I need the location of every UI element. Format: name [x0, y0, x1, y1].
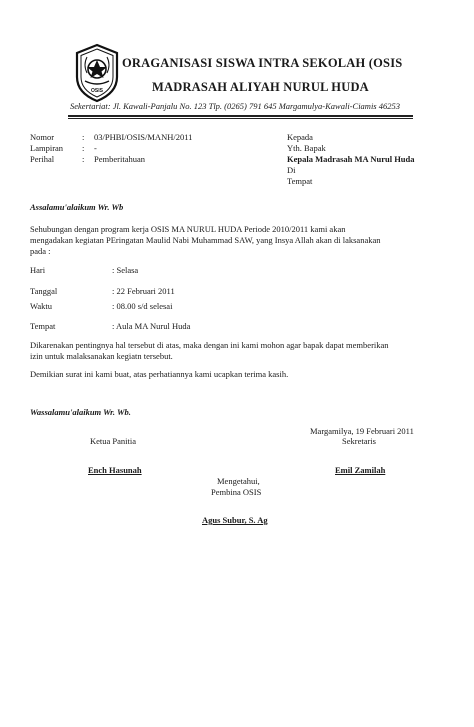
- closing-line: Demikian surat ini kami buat, atas perhatiannya kami ucapkan terima kasih.: [30, 369, 289, 379]
- osis-logo: [73, 43, 121, 103]
- signature-left-name: Ench Hasunah: [88, 465, 142, 475]
- detail-label: Hari: [30, 265, 46, 275]
- logo-text: OSIS: [91, 88, 103, 94]
- detail-label: Waktu: [30, 301, 52, 311]
- detail-value: : 22 Februari 2011: [112, 286, 175, 296]
- meta-lampiran-label: Lampiran: [30, 143, 64, 153]
- letterhead-rule-thin: [68, 118, 413, 119]
- letterhead-rule-thick: [68, 115, 413, 117]
- acknowledgement-line2: Pembina OSIS: [211, 487, 262, 497]
- meta-nomor-label: Nomor: [30, 132, 55, 142]
- body-line: izin untuk malaksanakan kegiatn tersebut.: [30, 351, 173, 361]
- closing-salutation: Wassalamu'alaikum Wr. Wb.: [30, 407, 131, 417]
- meta-nomor-sep: :: [82, 132, 85, 142]
- meta-nomor-value: 03/PHBI/OSIS/MANH/2011: [94, 132, 193, 142]
- meta-perihal-sep: :: [82, 154, 85, 164]
- recipient-line2: Yth. Bapak: [287, 143, 326, 153]
- detail-value: : 08.00 s/d selesai: [112, 301, 173, 311]
- signature-right-title: Sekretaris: [342, 436, 376, 446]
- acknowledgement-line1: Mengetahui,: [217, 476, 260, 486]
- detail-value: : Selasa: [112, 265, 139, 275]
- recipient-line1: Kepada: [287, 132, 313, 142]
- intro-line: pada :: [30, 246, 51, 256]
- detail-label: Tempat: [30, 321, 56, 331]
- detail-value: : Aula MA Nurul Huda: [112, 321, 191, 331]
- signature-left-title: Ketua Panitia: [90, 436, 137, 446]
- org-name-line2: MADRASAH ALIYAH NURUL HUDA: [152, 80, 369, 94]
- place-date: Margamilya, 19 Februari 2011: [310, 426, 414, 436]
- intro-line: Sehubungan dengan program kerja OSIS MA NURUL HUDA Periode 2010/2011 kami akan: [30, 224, 346, 234]
- recipient-line4: Di: [287, 165, 296, 175]
- org-address: Sekertariat: Jl. Kawali-Panjalu No. 123 Tlp. (0265) 791 645 Margamulya-Kawali-Ciamis 46253: [70, 101, 400, 111]
- meta-lampiran-value: -: [94, 143, 97, 153]
- detail-label: Tanggal: [30, 286, 58, 296]
- meta-perihal-label: Perihal: [30, 154, 55, 164]
- signature-right-name: Emil Zamilah: [335, 465, 386, 475]
- org-name-line1: ORAGANISASI SISWA INTRA SEKOLAH (OSIS: [122, 56, 403, 70]
- salutation: Assalamu'alaikum Wr. Wb: [30, 202, 124, 212]
- recipient-line5: Tempat: [287, 176, 313, 186]
- recipient-line3: Kepala Madrasah MA Nurul Huda: [287, 154, 415, 164]
- intro-line: mengadakan kegiatan PEringatan Maulid Nabi Muhammad SAW, yang Insya Allah akan di laksanakan: [30, 235, 381, 245]
- meta-lampiran-sep: :: [82, 143, 85, 153]
- signature-center-name: Agus Subur, S. Ag: [202, 515, 268, 525]
- body-line: Dikarenakan pentingnya hal tersebut di atas, maka dengan ini kami mohon agar bapak dapat memberikan: [30, 340, 389, 350]
- meta-perihal-value: Pemberitahuan: [94, 154, 145, 164]
